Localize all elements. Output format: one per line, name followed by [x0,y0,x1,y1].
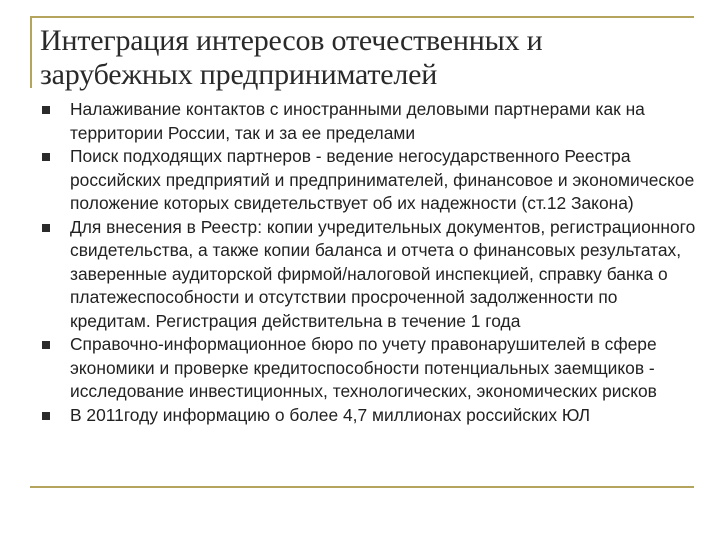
bullet-text: Налаживание контактов с иностранными деловыми партнерами как на территории России, так и за ее пределами [70,99,645,143]
bullet-text: Справочно-информационное бюро по учету правонарушителей в сфере экономики и проверке кредитоспособности потенциальных заемщиков - исследование инвестиционных, технологических, экономических рисков [70,334,657,401]
list-item [40,98,700,145]
square-bullet-icon [42,412,50,420]
bullet-text: Для внесения в Реестр: копии учредительных документов, регистрационного свидетельства, а также копии баланса и отчета о финансовых результатах, заверенные аудиторской фирмой/налоговой инспекцией, справку банка о платежеспособности и отсутствии просроченной задолженности по кредитам. Регистрация действительна в течение 1 года [70,216,696,331]
square-bullet-icon [42,106,50,114]
square-bullet-icon [42,224,50,232]
square-bullet-icon [42,153,50,161]
bullet-text: Поиск подходящих партнеров - ведение негосударственного Реестра российских предприятий и предпринимателей, финансовое и экономическое положение которых свидетельствует об их надежности (ст.12 Закона) [70,146,695,213]
left-accent-line [30,16,32,88]
list-item [40,216,700,334]
square-bullet-icon [42,341,50,349]
list-item [40,333,700,404]
list-item [40,404,700,428]
bullet-text: В 2011году информацию о более 4,7 миллионах российских ЮЛ [70,404,591,425]
bullet-list [40,98,700,427]
top-divider-line [30,16,694,18]
slide-title: Интеграция интересов отечественных и зарубежных предпринимателей [40,24,543,91]
list-item [40,145,700,216]
bottom-divider-line [30,486,694,488]
